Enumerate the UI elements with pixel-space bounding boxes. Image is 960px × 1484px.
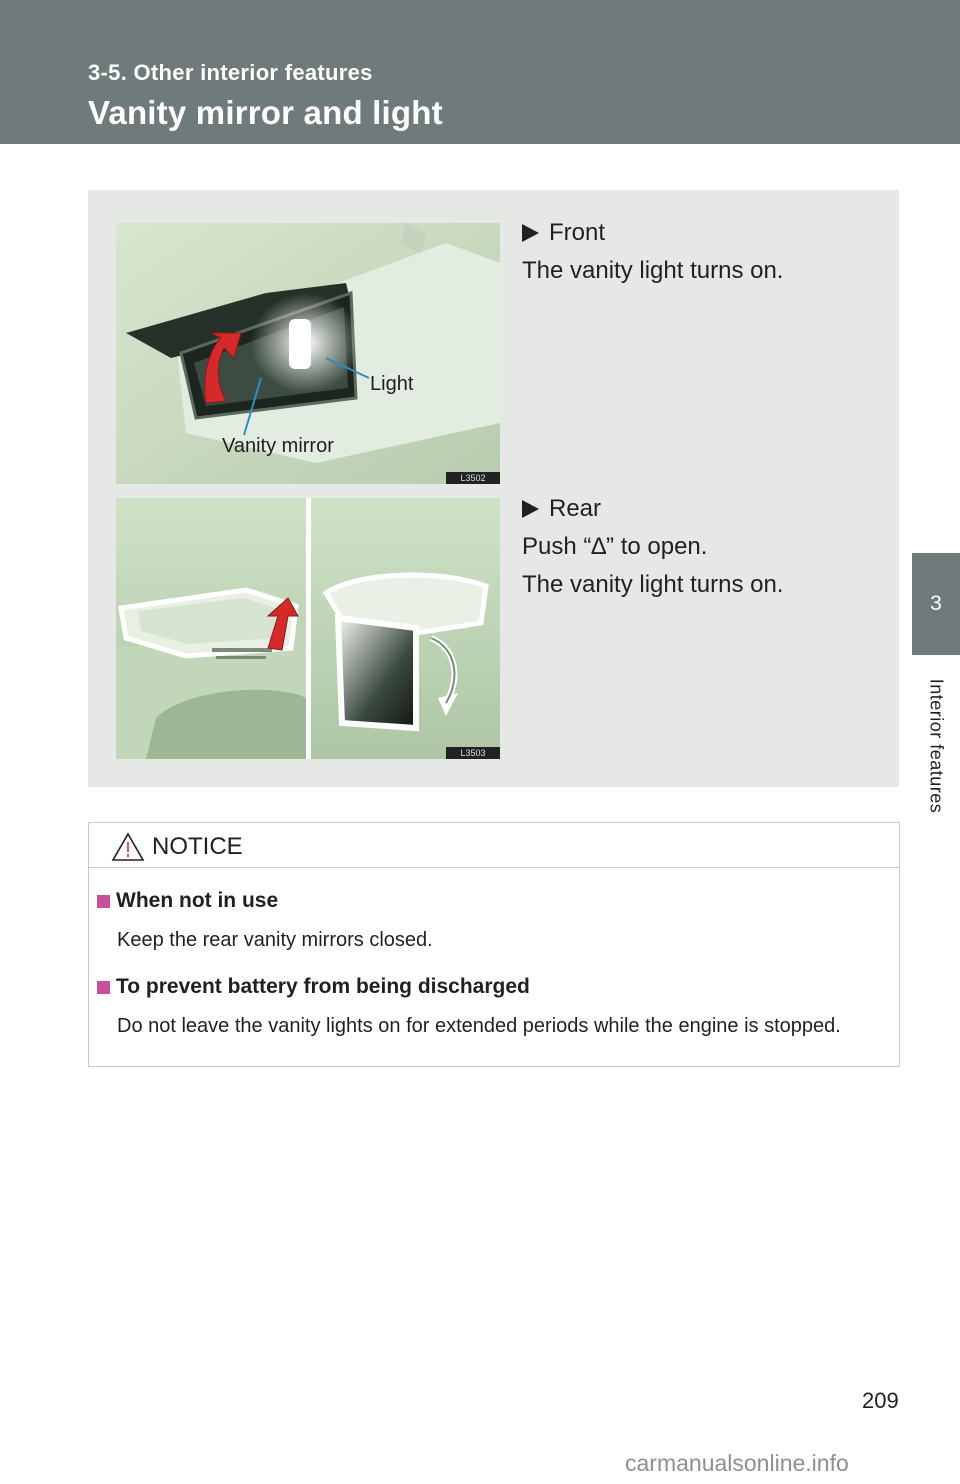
- notice-box: [88, 822, 900, 1067]
- rear-vanity-illustration: [116, 498, 500, 759]
- notice-header: [89, 823, 899, 868]
- notice-item-body: Keep the rear vanity mirrors closed.: [117, 929, 433, 951]
- square-bullet-icon: [97, 981, 110, 994]
- notice-item-heading: To prevent battery from being discharged: [97, 975, 530, 999]
- triangle-bullet-icon: [522, 500, 539, 518]
- rear-vanity-drawing: [116, 498, 500, 759]
- chapter-number: 3: [930, 592, 942, 615]
- triangle-bullet-icon: [522, 224, 539, 242]
- front-vanity-illustration: [116, 223, 500, 484]
- rear-text-light: The vanity light turns on.: [522, 571, 784, 598]
- chapter-label: Interior features: [926, 678, 947, 814]
- figure-code: L3502: [446, 472, 500, 484]
- chapter-tab[interactable]: [912, 553, 960, 655]
- page-number: 209: [862, 1388, 899, 1413]
- rear-description: [522, 490, 882, 604]
- vanity-mirror-label: Vanity mirror: [222, 435, 334, 457]
- watermark: carmanualsonline.info: [625, 1450, 849, 1476]
- section-label: 3-5. Other interior features: [88, 60, 373, 85]
- notice-title: NOTICE: [152, 833, 243, 860]
- page-header: [0, 0, 960, 144]
- front-heading: Front: [549, 219, 606, 246]
- figure-code: L3503: [446, 747, 500, 759]
- notice-item-heading: When not in use: [97, 889, 278, 913]
- front-description: [522, 214, 882, 290]
- page-title: Vanity mirror and light: [88, 94, 443, 131]
- front-text: The vanity light turns on.: [522, 257, 784, 284]
- rear-heading: Rear: [549, 495, 602, 522]
- warning-triangle-icon: [111, 832, 145, 862]
- rear-text-push: Push “∆” to open.: [522, 533, 708, 560]
- light-label: Light: [370, 373, 414, 395]
- square-bullet-icon: [97, 895, 110, 908]
- notice-item-body: Do not leave the vanity lights on for extended periods while the engine is stopped.: [117, 1015, 841, 1037]
